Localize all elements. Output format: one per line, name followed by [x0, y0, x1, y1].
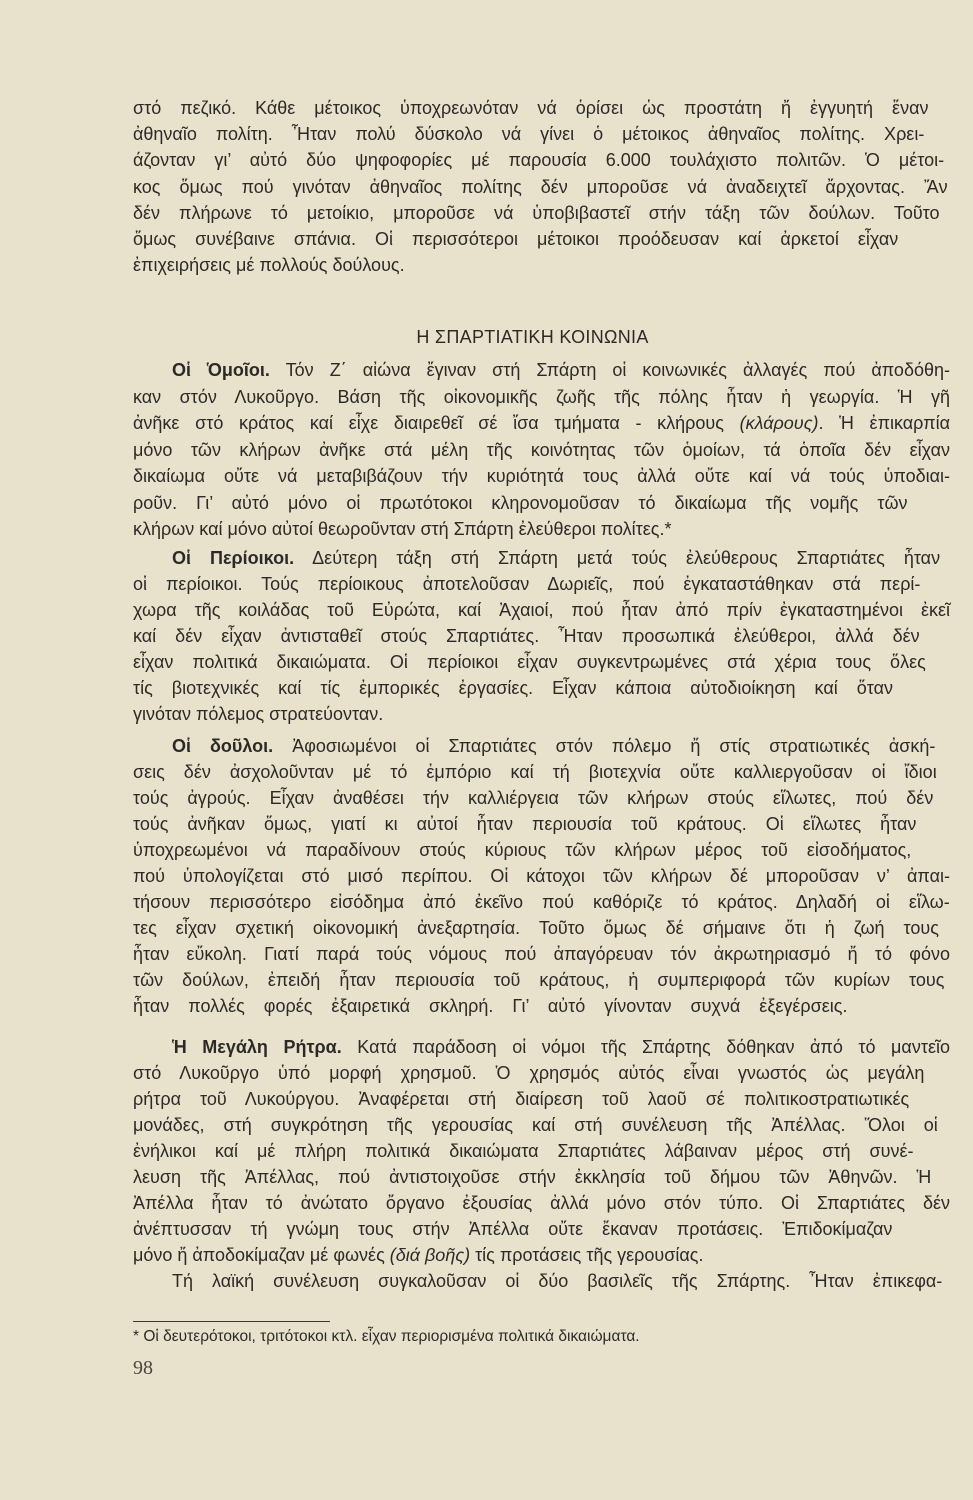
text-line: μονάδες, στή συγκρότηση τῆς γερουσίας καί στή συνέλευση τῆς Ἀπέλλας. Ὅλοι οἱ [133, 1115, 938, 1135]
text-line: λευση τῆς Ἀπέλλας, πού ἀντιστοιχοῦσε στήν ἐκκλησία τοῦ δήμου τῶν Ἀθηνῶν. Ἡ [133, 1167, 932, 1187]
text-line [172, 1034, 950, 1060]
line-box [133, 1060, 950, 1086]
line-box [172, 545, 950, 571]
text-line: τήσουν περισσότερο εἰσόδημα ἀπό ἐκεῖνο πού καθόριζε τό κράτος. Δηλαδή οἱ εἵλω- [133, 892, 950, 912]
text-line: ἐπιχειρήσεις μέ πολλούς δούλους. [133, 255, 405, 276]
text-line: καν στόν Λυκοῦργο. Βάση τῆς οἰκονομικῆς ζωῆς τῆς πόλης ἦταν ἡ γεωργία. Ἡ γῆ [133, 386, 950, 407]
text-line: στό πεζικό. Κάθε μέτοικος ὑποχρεωνόταν νά ὁρίσει ὡς προστάτη ἤ ἐγγυητή ἕναν [133, 98, 929, 118]
line-box [133, 1216, 950, 1242]
line-box [133, 675, 950, 701]
line-box [133, 384, 950, 411]
line-box [133, 811, 950, 837]
line-box [133, 174, 950, 200]
page-number: 98 [133, 1357, 153, 1379]
text-line: δικαίωμα οὔτε νά μεταβιβάζουν τήν κυριότητά τους ἀλλά οὔτε καί νά τούς ὑποδιαι- [133, 466, 950, 486]
line-text: Τόν Ζ΄ αἰώνα ἔγιναν στή Σπάρτη οἱ κοινωνικές ἀλλαγές πού ἀποδόθη- [285, 360, 950, 380]
italic-term: (διά βοῆς) [389, 1245, 471, 1265]
section-heading: Η ΣΠΑΡΤΙΑΤΙΚΗ ΚΟΙΝΩΝΙΑ [416, 327, 649, 347]
line-box [172, 1034, 950, 1060]
text-line: χωρα τῆς κοιλάδας τοῦ Εὐρώτα, καί Ἀχαιοί, πού ἦταν ἀπό πρίν ἐγκαταστημένοι ἐκεῖ [133, 600, 950, 620]
line-box [133, 967, 950, 993]
line-box [133, 597, 950, 623]
run-in-heading: Οἱ Περίοικοι. [172, 548, 295, 568]
homoioi-paragraph [133, 357, 950, 543]
run-in-heading: Ἡ Μεγάλη Ρήτρα. [172, 1037, 342, 1057]
line-box [133, 437, 950, 464]
text-line: Τή λαϊκή συνέλευση συγκαλοῦσαν οἱ δύο βασιλεῖς τῆς Σπάρτης. Ἦταν ἐπικεφα- [172, 1271, 943, 1291]
text-line: τες εἶχαν σχετική οἰκονομική ἀνεξαρτησία. Τοῦτο ὅμως δέ σήμαινε ὅτι ἡ ζωή τους [133, 918, 939, 938]
line-text: Δεύτερη τάξη στή Σπάρτη μετά τούς ἐλεύθερους Σπαρτιάτες ἦταν [312, 548, 941, 568]
text-line: ὑποχρεωμένοι νά παραδίνουν στούς κύριους τῶν κλήρων μέρος τοῦ εἰσοδήματος, [133, 840, 912, 860]
line-text: Κατά παράδοση οἱ νόμοι τῆς Σπάρτης δόθηκαν ἀπό τό μαντεῖο [357, 1037, 950, 1057]
intro-paragraph [133, 95, 950, 278]
line-box [133, 1190, 950, 1216]
text-line [172, 545, 940, 571]
text-line: τῶν δούλων, ἐπειδή ἦταν περιουσία τοῦ κράτους, ἡ συμπεριφορά τῶν κυρίων τους [133, 970, 945, 990]
text-line: πού ὑπολογίζεται στό μισό περίπου. Οἱ κάτοχοι τῶν κλήρων δέ μποροῦσαν ν’ ἀπαι- [133, 866, 950, 886]
text-line: ἀνέπτυσσαν τή γνώμη τους στήν Ἀπέλλα οὔτε ἔκαναν προτάσεις. Ἐπιδοκίμαζαν [133, 1219, 893, 1239]
text-line: οἱ περίοικοι. Τούς περίοικους ἀποτελοῦσαν Δωριεῖς, πού ἐγκαταστάθηκαν στά περί- [133, 574, 921, 594]
line-box [133, 915, 950, 941]
text-line: τούς ἀγρούς. Εἶχαν ἀναθέσει τήν καλλιέργεια τῶν κλήρων στούς εἵλωτες, πού δέν [133, 788, 934, 808]
line-box [172, 733, 950, 759]
line-box [133, 863, 950, 889]
line-box [133, 649, 950, 675]
douloi-paragraph [133, 733, 950, 1019]
line-box [133, 759, 950, 785]
text-line: ὅμως συνέβαινε σπάνια. Οἱ περισσότεροι μέτοικοι προόδευσαν καί ἀρκετοί εἶχαν [133, 228, 899, 249]
text-line [172, 733, 935, 759]
line-box [133, 571, 950, 597]
text-line: σεις δέν ἀσχολοῦνταν μέ τό ἐμπόριο καί τή βιοτεχνία οὔτε καλλιεργοῦσαν οἱ ἴδιοι [133, 762, 937, 782]
footnote-rule [133, 1321, 330, 1322]
line-box [133, 410, 950, 437]
text-line: άζονταν γι’ αὐτό δύο ψηφοφορίες μέ παρουσία 6.000 τουλάχιστο πολιτῶν. Ὁ μέτοι- [133, 150, 945, 171]
line-box [133, 121, 950, 147]
assembly-paragraph [133, 1268, 950, 1294]
text-line: εἶχαν πολιτικά δικαιώματα. Οἱ περίοικοι εἶχαν συγκεντρωμένες στά χέρια τους ὅλες [133, 652, 926, 672]
line-box [133, 1242, 950, 1268]
line-box [133, 941, 950, 967]
text-line: τούς ἀνῆκαν ὅμως, γιατί κι αὐτοί ἦταν περιουσία τοῦ κράτους. Οἱ εἵλωτες ἦταν [133, 814, 917, 834]
text-line: ροῦν. Γι’ αὐτό μόνο οἱ πρωτότοκοι κληρονομοῦσαν τό δικαίωμα τῆς νομῆς τῶν [133, 492, 908, 513]
text-line: καί δέν εἶχαν ἀντισταθεῖ στούς Σπαρτιάτες. Ἦταν προσωπικά ἐλεύθεροι, ἀλλά δέν [133, 626, 920, 646]
line-text: Ἀφοσιωμένοι οἱ Σπαρτιάτες στόν πόλεμο ἤ στίς στρατιωτικές ἀσκή- [292, 736, 936, 756]
line-text: μόνο ἤ ἀποδοκίμαζαν μέ φωνές [133, 1245, 390, 1265]
line-box [133, 1164, 950, 1190]
line-box [133, 1086, 950, 1112]
footnote: * Οἱ δευτερότοκοι, τριτότοκοι κτλ. εἶχαν περιορισμένα πολιτικά δικαιώματα. [133, 1328, 640, 1345]
line-box [133, 837, 950, 863]
line-text: τίς προτάσεις τῆς γερουσίας. [470, 1245, 704, 1265]
line-box [133, 889, 950, 915]
text-line: γινόταν πόλεμος στρατεύονταν. [133, 704, 384, 724]
line-box [133, 490, 950, 517]
line-box [133, 993, 950, 1019]
perioikoi-paragraph [133, 545, 950, 727]
text-line: στό Λυκοῦργο ὑπό μορφή χρησμοῦ. Ὁ χρησμός αὐτός εἶναι γνωστός ὡς μεγάλη [133, 1063, 925, 1083]
run-in-heading: Οἱ Ὁμοῖοι. [172, 360, 270, 380]
text-line [133, 1242, 703, 1268]
text-line: ἐνήλικοι καί μέ πλήρη πολιτικά δικαιώματα Σπαρτιάτες λάβαιναν μέρος στή συνέ- [133, 1141, 914, 1161]
text-line: κλήρων καί μόνο αὐτοί θεωροῦνταν στή Σπάρτη ἐλεύθεροι πολίτες.* [133, 519, 672, 539]
line-box [133, 516, 950, 543]
line-box [133, 252, 950, 278]
run-in-heading: Οἱ δοῦλοι. [172, 736, 274, 756]
text-line: ἀθηναῖο πολίτη. Ἦταν πολύ δύσκολο νά γίνει ὁ μέτοικος ἀθηναῖος πολίτης. Χρει- [133, 124, 925, 145]
line-box [133, 623, 950, 649]
line-box [133, 785, 950, 811]
text-line [133, 410, 950, 437]
line-box [133, 1112, 950, 1138]
line-text: . Ἡ ἐπικαρπία [818, 413, 950, 433]
text-line: Ἀπέλλα ἦταν τό ἀνώτατο ὄργανο ἐξουσίας ἀλλά μόνο στόν τύπο. Οἱ Σπαρτιάτες δέν [133, 1193, 950, 1213]
italic-term: (κλάρους) [739, 413, 819, 433]
rhetra-paragraph [133, 1034, 950, 1268]
line-box [172, 357, 950, 384]
line-box [133, 463, 950, 490]
text-line: ἦταν εὔκολη. Γιατί παρά τούς νόμους πού ἀπαγόρευαν τόν ἀκρωτηριασμό ἤ τό φόνο [133, 944, 950, 964]
line-box [172, 1268, 950, 1294]
line-box [133, 226, 950, 252]
line-box [133, 200, 950, 226]
text-line: δέν πλήρωνε τό μετοίκιο, μποροῦσε νά ὑποβιβαστεῖ στήν τάξη τῶν δούλων. Τοῦτο [133, 202, 940, 223]
text-line: τίς βιοτεχνικές καί τίς ἐμπορικές ἐργασίες. Εἶχαν κάποια αὐτοδιοίκηση καί ὅταν [133, 678, 894, 698]
text-line: ρήτρα τοῦ Λυκούργου. Ἀναφέρεται στή διαίρεση τοῦ λαοῦ σέ πολιτικοστρατιωτικές [133, 1089, 910, 1109]
text-line: κος ὅμως πού γινόταν ἀθηναῖος πολίτης δέν μποροῦσε νά ἀναδειχτεῖ ἄρχοντας. Ἄν [133, 176, 948, 197]
line-box [133, 1138, 950, 1164]
line-box [133, 95, 950, 121]
text-line: ἦταν πολλές φορές ἐξαιρετικά σκληρή. Γι’ αὐτό γίνονταν συχνά ἐξεγέρσεις. [133, 996, 848, 1016]
line-box [133, 147, 950, 173]
line-box [133, 701, 950, 727]
text-line [172, 357, 950, 384]
line-text: ἀνῆκε στό κράτος καί εἶχε διαιρεθεῖ σέ ἴσα τμήματα - κλήρους [133, 413, 740, 433]
text-line: μόνο τῶν κλήρων ἀνῆκε στά μέλη τῆς κοινότητας τῶν ὁμοίων, τά ὁποῖα δέν εἶχαν [133, 439, 950, 460]
